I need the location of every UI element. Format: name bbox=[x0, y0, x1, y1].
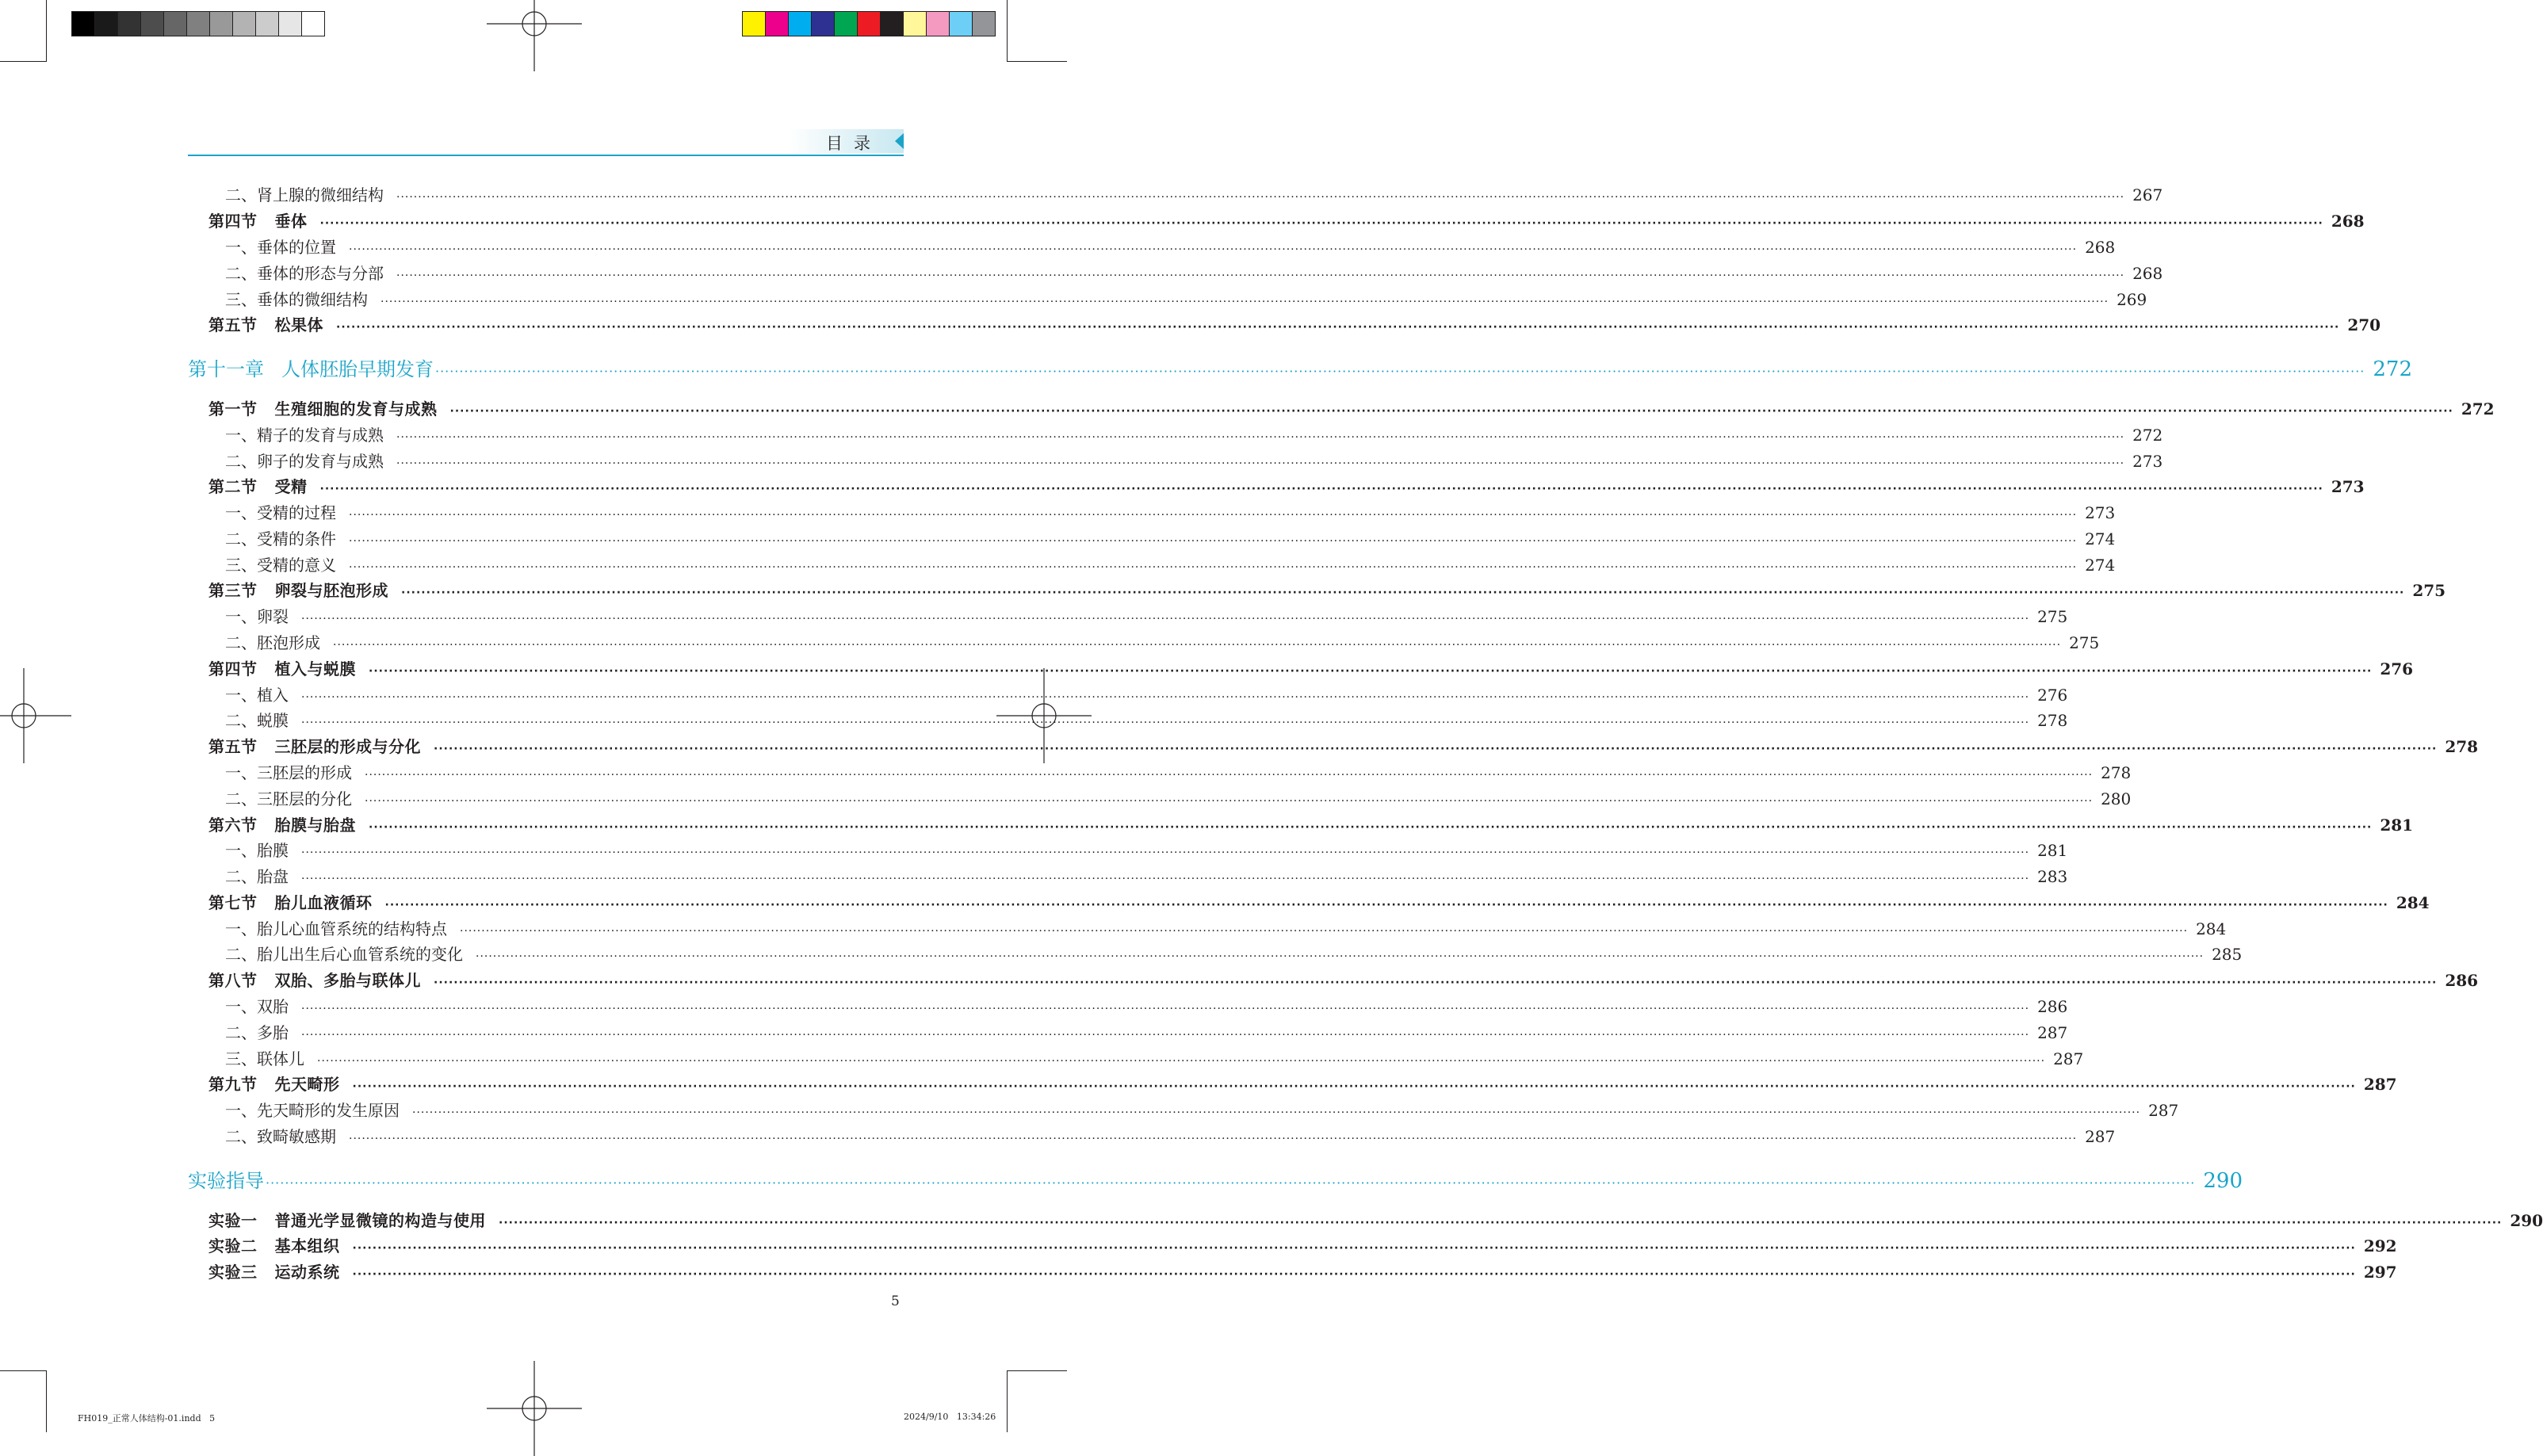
dot-leader: ················································································································································································································································································································································································································ bbox=[349, 509, 2078, 522]
entry-title: 二、卵子的发育与成熟 bbox=[225, 452, 384, 471]
dot-leader: ················································································································································································································································································································································································································ bbox=[301, 717, 2030, 729]
toc-subsection-entry[interactable] bbox=[225, 287, 2147, 311]
entry-page-number: 270 bbox=[2347, 315, 2381, 334]
entry-heading bbox=[208, 734, 421, 757]
toc-section-entry[interactable] bbox=[208, 1208, 2543, 1232]
entry-title: 实验指导 bbox=[188, 1170, 264, 1192]
entry-page-number: 268 bbox=[2085, 238, 2116, 257]
header-title: 目录 bbox=[826, 134, 881, 153]
entry-title: 一、先天畸形的发生原因 bbox=[225, 1101, 400, 1120]
toc-chapter-entry[interactable] bbox=[188, 353, 2413, 382]
toc-subsection-entry[interactable] bbox=[225, 1020, 2068, 1044]
entry-page-number: 272 bbox=[2461, 399, 2495, 418]
entry-page-number: 287 bbox=[2085, 1127, 2116, 1146]
entry-label: 第六节 bbox=[208, 816, 258, 835]
entry-title: 二、胚泡形成 bbox=[225, 633, 320, 652]
dot-leader: ················································································································································································································································································································································································································ bbox=[460, 925, 2189, 938]
dot-leader: ················································································································································································································································································································································································································ bbox=[301, 873, 2030, 885]
entry-heading bbox=[208, 812, 356, 835]
entry-title: 松果体 bbox=[274, 315, 323, 334]
entry-label: 实验二 bbox=[208, 1236, 258, 1255]
entry-title: 胎膜与胎盘 bbox=[274, 816, 356, 835]
entry-page-number: 286 bbox=[2037, 997, 2068, 1016]
entry-title: 人体胚胎早期发育 bbox=[281, 358, 434, 380]
entry-page-number: 268 bbox=[2132, 264, 2163, 283]
entry-heading bbox=[208, 1072, 340, 1095]
toc-chapter-entry[interactable] bbox=[188, 1165, 2243, 1194]
dot-leader: ················································································································································································································································································································································································································ bbox=[449, 405, 2453, 418]
entry-label: 第四节 bbox=[208, 212, 258, 231]
toc-subsection-entry[interactable] bbox=[225, 682, 2068, 706]
dot-leader: ················································································································································································································································································································································································································ bbox=[352, 1080, 2356, 1093]
entry-label: 实验三 bbox=[208, 1263, 258, 1282]
entry-label: 第四节 bbox=[208, 659, 258, 678]
entry-page-number: 284 bbox=[2196, 919, 2227, 938]
entry-page-number: 292 bbox=[2363, 1236, 2397, 1255]
entry-title: 一、胎膜 bbox=[225, 841, 289, 860]
dot-leader: ················································································································································································································································································································································································································ bbox=[301, 691, 2030, 704]
entry-heading bbox=[208, 396, 438, 419]
entry-page-number: 278 bbox=[2037, 711, 2068, 730]
dot-leader: ················································································································································································································································································································································································································ bbox=[499, 1217, 2503, 1229]
entry-page-number: 287 bbox=[2148, 1101, 2179, 1120]
entry-title: 三、受精的意义 bbox=[225, 556, 336, 575]
dot-leader: ················································································································································································································································································································································································································ bbox=[369, 821, 2373, 834]
toc-section-entry[interactable] bbox=[208, 734, 2479, 758]
toc-subsection-entry[interactable] bbox=[225, 526, 2116, 550]
entry-title: 二、受精的条件 bbox=[225, 529, 336, 548]
toc-subsection-entry[interactable] bbox=[225, 708, 2068, 732]
dot-leader: ················································································································································································································································································································································································································ bbox=[317, 1055, 2046, 1068]
toc-subsection-entry[interactable] bbox=[225, 449, 2163, 472]
toc-section-entry[interactable] bbox=[208, 968, 2479, 992]
entry-page-number: 276 bbox=[2037, 686, 2068, 705]
dot-leader: ················································································································································································································································································································································································································ bbox=[412, 1106, 2141, 1119]
entry-page-number: 287 bbox=[2037, 1023, 2068, 1042]
entry-label: 实验一 bbox=[208, 1211, 258, 1230]
entry-page-number: 287 bbox=[2053, 1049, 2084, 1068]
entry-title: 一、受精的过程 bbox=[225, 503, 336, 522]
page-number: 5 bbox=[891, 1294, 900, 1309]
entry-page-number: 297 bbox=[2363, 1263, 2397, 1282]
entry-page-number: 269 bbox=[2117, 290, 2147, 309]
entry-label: 第七节 bbox=[208, 893, 258, 912]
entry-label: 第二节 bbox=[208, 477, 258, 496]
entry-page-number: 274 bbox=[2085, 529, 2116, 548]
entry-heading bbox=[188, 1165, 264, 1193]
entry-page-number: 273 bbox=[2331, 477, 2365, 496]
toc-subsection-entry[interactable] bbox=[225, 994, 2068, 1018]
entry-heading bbox=[208, 474, 308, 497]
entry-page-number: 280 bbox=[2101, 789, 2132, 808]
entry-page-number: 281 bbox=[2037, 841, 2068, 860]
entry-page-number: 290 bbox=[2203, 1169, 2243, 1193]
dot-leader: ················································································································································································································································································································································································································ bbox=[349, 243, 2078, 256]
toc-subsection-entry[interactable] bbox=[225, 1124, 2116, 1148]
entry-heading bbox=[208, 578, 388, 601]
entry-label: 第九节 bbox=[208, 1075, 258, 1094]
dot-leader: ················································································································································································································································································································································································································ bbox=[384, 899, 2388, 911]
dot-leader: ················································································································································································································································································································································································································ bbox=[434, 743, 2438, 755]
entry-page-number: 272 bbox=[2373, 357, 2413, 381]
dot-leader: ················································································································································································································································································································································································································ bbox=[349, 535, 2078, 548]
entry-label: 第八节 bbox=[208, 971, 258, 990]
entry-label: 第三节 bbox=[208, 581, 258, 600]
toc-subsection-entry[interactable] bbox=[225, 422, 2163, 446]
entry-label: 第一节 bbox=[208, 399, 258, 418]
toc-section-entry[interactable] bbox=[208, 656, 2414, 680]
dot-leader: ················································································································································································································································································································································································································ bbox=[336, 321, 2340, 334]
entry-heading bbox=[208, 1233, 340, 1256]
entry-page-number: 273 bbox=[2132, 452, 2163, 471]
footer-file-slug: FH019_正常人体结构-01.indd 5 bbox=[78, 1413, 216, 1424]
entry-title: 二、三胚层的分化 bbox=[225, 789, 352, 808]
toc-section-entry[interactable] bbox=[208, 812, 2414, 836]
footer-timestamp: 2024/9/10 13:34:26 bbox=[904, 1412, 996, 1422]
entry-page-number: 290 bbox=[2510, 1211, 2543, 1230]
dot-leader: ················································································································································································································································································································································································································ bbox=[301, 1029, 2030, 1041]
toc-subsection-entry[interactable] bbox=[225, 630, 2100, 654]
entry-title: 一、三胚层的形成 bbox=[225, 763, 352, 782]
entry-heading bbox=[208, 1259, 340, 1282]
entry-title: 运动系统 bbox=[274, 1263, 340, 1282]
entry-page-number: 281 bbox=[2380, 816, 2414, 835]
dot-leader: ················································································································································································································································································································································································································ bbox=[301, 846, 2030, 859]
entry-page-number: 273 bbox=[2085, 503, 2116, 522]
entry-title: 一、植入 bbox=[225, 686, 289, 705]
dot-leader: ················································································································································································································································································································································································································ bbox=[266, 1175, 2196, 1190]
dot-leader: ················································································································································································································································································································································································································ bbox=[435, 364, 2365, 379]
entry-page-number: 268 bbox=[2331, 212, 2365, 231]
entry-title: 二、胎盘 bbox=[225, 867, 289, 886]
dot-leader: ················································································································································································································································································································································································································ bbox=[319, 217, 2323, 230]
entry-title: 一、双胎 bbox=[225, 997, 289, 1016]
toc-section-entry[interactable] bbox=[208, 1072, 2397, 1095]
toc-subsection-entry[interactable] bbox=[225, 182, 2163, 206]
toc-section-entry[interactable] bbox=[208, 396, 2495, 420]
entry-title: 先天畸形 bbox=[274, 1075, 340, 1094]
toc-section-entry[interactable] bbox=[208, 474, 2365, 498]
entry-heading bbox=[208, 208, 308, 231]
entry-page-number: 275 bbox=[2037, 607, 2068, 626]
entry-title: 生殖细胞的发育与成熟 bbox=[274, 399, 438, 418]
entry-label: 第十一章 bbox=[188, 358, 264, 380]
toc-section-entry[interactable] bbox=[208, 312, 2381, 336]
dot-leader: ················································································································································································································································································································································································································ bbox=[365, 769, 2094, 782]
toc-subsection-entry[interactable] bbox=[225, 261, 2163, 285]
entry-title: 三、联体儿 bbox=[225, 1049, 304, 1068]
toc-subsection-entry[interactable] bbox=[225, 1098, 2179, 1122]
toc-subsection-entry[interactable] bbox=[225, 552, 2116, 576]
toc-subsection-entry[interactable] bbox=[225, 500, 2116, 524]
toc-subsection-entry[interactable] bbox=[225, 235, 2116, 258]
entry-page-number: 283 bbox=[2037, 867, 2068, 886]
entry-title: 植入与蜕膜 bbox=[274, 659, 356, 678]
entry-page-number: 278 bbox=[2101, 763, 2132, 782]
entry-heading bbox=[208, 968, 421, 991]
dot-leader: ················································································································································································································································································································································································································ bbox=[333, 639, 2062, 652]
entry-title: 二、垂体的形态与分部 bbox=[225, 264, 384, 283]
dot-leader: ················································································································································································································································································································································································································ bbox=[396, 431, 2125, 444]
toc-section-entry[interactable] bbox=[208, 578, 2446, 602]
toc-section-entry[interactable] bbox=[208, 890, 2430, 914]
entry-label: 第五节 bbox=[208, 737, 258, 756]
entry-title: 一、精子的发育与成熟 bbox=[225, 426, 384, 445]
dot-leader: ················································································································································································································································································································································································································ bbox=[352, 1242, 2356, 1255]
toc-section-entry[interactable] bbox=[208, 1259, 2397, 1283]
entry-label: 第五节 bbox=[208, 315, 258, 334]
entry-page-number: 274 bbox=[2085, 556, 2116, 575]
entry-title: 双胎、多胎与联体儿 bbox=[274, 971, 421, 990]
entry-page-number: 275 bbox=[2069, 633, 2100, 652]
entry-title: 二、致畸敏感期 bbox=[225, 1127, 336, 1146]
entry-title: 三、垂体的微细结构 bbox=[225, 290, 368, 309]
entry-title: 一、垂体的位置 bbox=[225, 238, 336, 257]
dot-leader: ················································································································································································································································································································································································································ bbox=[401, 587, 2405, 599]
dot-leader: ················································································································································································································································································································································································································ bbox=[365, 795, 2094, 808]
dot-leader: ················································································································································································································································································································································································································ bbox=[396, 457, 2125, 470]
toc-subsection-entry[interactable] bbox=[225, 838, 2068, 862]
entry-title: 三胚层的形成与分化 bbox=[274, 737, 421, 756]
entry-title: 一、胎儿心血管系统的结构特点 bbox=[225, 919, 447, 938]
entry-title: 胎儿血液循环 bbox=[274, 893, 373, 912]
entry-heading bbox=[208, 1208, 486, 1231]
entry-title: 受精 bbox=[274, 477, 308, 496]
entry-title: 二、肾上腺的微细结构 bbox=[225, 185, 384, 204]
dot-leader: ················································································································································································································································································································································································································ bbox=[349, 561, 2078, 574]
entry-heading bbox=[208, 656, 356, 679]
toc-subsection-entry[interactable] bbox=[225, 604, 2068, 628]
entry-title: 二、胎儿出生后心血管系统的变化 bbox=[225, 945, 463, 964]
dot-leader: ················································································································································································································································································································································································································ bbox=[319, 483, 2323, 495]
dot-leader: ················································································································································································································································································································································································································ bbox=[352, 1268, 2356, 1281]
entry-heading bbox=[188, 353, 434, 381]
toc-subsection-entry[interactable] bbox=[225, 786, 2132, 810]
entry-title: 普通光学显微镜的构造与使用 bbox=[274, 1211, 486, 1230]
dot-leader: ················································································································································································································································································································································································································ bbox=[301, 1003, 2030, 1015]
dot-leader: ················································································································································································································································································································································································································ bbox=[380, 296, 2109, 308]
dot-leader: ················································································································································································································································································································································································································ bbox=[396, 191, 2125, 204]
entry-page-number: 285 bbox=[2212, 945, 2243, 964]
dot-leader: ················································································································································································································································································································································································································ bbox=[349, 1133, 2078, 1145]
toc-subsection-entry[interactable] bbox=[225, 864, 2068, 888]
toc-subsection-entry[interactable] bbox=[225, 760, 2132, 784]
entry-title: 卵裂与胚泡形成 bbox=[274, 581, 388, 600]
entry-page-number: 278 bbox=[2445, 737, 2479, 756]
entry-page-number: 267 bbox=[2132, 185, 2163, 204]
dot-leader: ················································································································································································································································································································································································································ bbox=[476, 950, 2205, 963]
entry-page-number: 287 bbox=[2363, 1075, 2397, 1094]
dot-leader: ················································································································································································································································································································································································································ bbox=[369, 665, 2373, 678]
entry-heading bbox=[208, 312, 323, 335]
entry-page-number: 272 bbox=[2132, 426, 2163, 445]
toc-section-entry[interactable] bbox=[208, 1233, 2397, 1257]
entry-page-number: 276 bbox=[2380, 659, 2414, 678]
entry-title: 二、蜕膜 bbox=[225, 711, 289, 730]
entry-title: 基本组织 bbox=[274, 1236, 340, 1255]
entry-title: 垂体 bbox=[274, 212, 308, 231]
entry-heading bbox=[208, 890, 373, 913]
toc-subsection-entry[interactable] bbox=[225, 1046, 2084, 1070]
toc-section-entry[interactable] bbox=[208, 208, 2365, 232]
entry-title: 一、卵裂 bbox=[225, 607, 289, 626]
toc-subsection-entry[interactable] bbox=[225, 916, 2227, 940]
entry-page-number: 286 bbox=[2445, 971, 2479, 990]
entry-title: 二、多胎 bbox=[225, 1023, 289, 1042]
dot-leader: ················································································································································································································································································································································································································ bbox=[301, 613, 2030, 625]
toc-subsection-entry[interactable] bbox=[225, 942, 2243, 965]
entry-page-number: 275 bbox=[2412, 581, 2446, 600]
dot-leader: ················································································································································································································································································································································································································ bbox=[396, 269, 2125, 282]
dot-leader: ················································································································································································································································································································································································································ bbox=[434, 976, 2438, 989]
entry-page-number: 284 bbox=[2396, 893, 2430, 912]
